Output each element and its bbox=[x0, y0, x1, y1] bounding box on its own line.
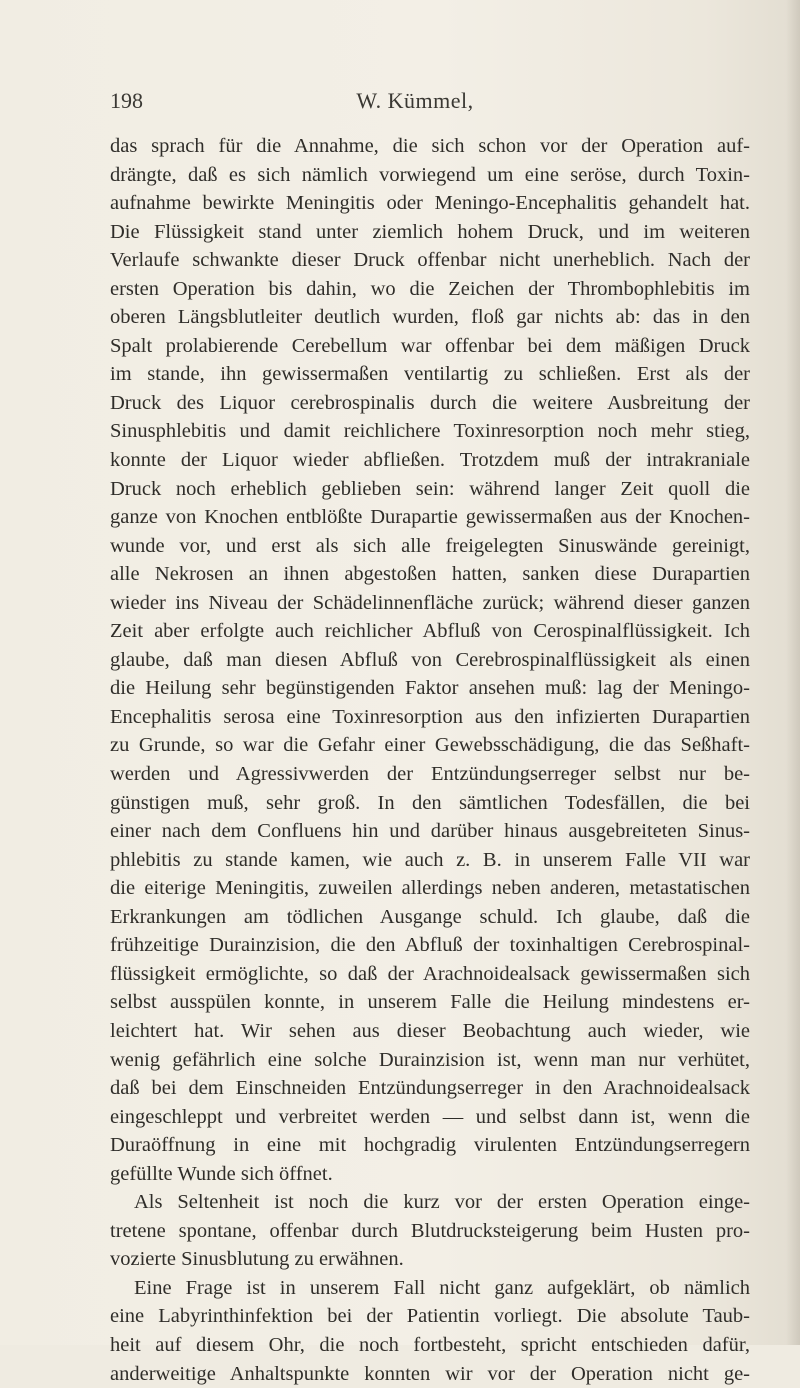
text-line: heit auf diesem Ohr, die noch fortbesteht, spricht entschieden dafür, bbox=[110, 1333, 750, 1356]
text-line: einer nach dem Confluens hin und darüber hinaus ausgebreiteten Sinus- bbox=[110, 820, 750, 843]
text-line: Erkrankungen am tödlichen Ausgange schuld. Ich glaube, daß die bbox=[110, 905, 750, 928]
text-line: Encephalitis serosa eine Toxinresorption aus den infizierten Durapartien bbox=[110, 705, 750, 728]
text-line: das sprach für die Annahme, die sich schon vor der Operation auf- bbox=[110, 135, 750, 157]
text-line: Druck des Liquor cerebrospinalis durch die weitere Ausbreitung der bbox=[110, 391, 750, 414]
text-line: konnte der Liquor wieder abfließen. Trotzdem muß der intrakraniale bbox=[110, 449, 750, 472]
text-line: glaube, daß man diesen Abfluß von Cerebrospinalflüssigkeit als einen bbox=[110, 648, 750, 671]
text-line: Verlaufe schwankte dieser Druck offenbar nicht unerheblich. Nach der bbox=[110, 249, 750, 272]
text-line: Duraöffnung in eine mit hochgradig virulenten Entzündungserregern bbox=[110, 1134, 750, 1157]
body-text bbox=[110, 132, 750, 1388]
text-line: drängte, daß es sich nämlich vorwiegend um eine seröse, durch Toxin- bbox=[110, 163, 750, 186]
text-line: alle Nekrosen an ihnen abgestoßen hatten, sanken diese Durapartien bbox=[110, 563, 750, 586]
text-line: Die Flüssigkeit stand unter ziemlich hohem Druck, und im weiteren bbox=[110, 220, 750, 243]
page-edge-shadow bbox=[786, 0, 800, 1345]
text-line: eingeschleppt und verbreitet werden — und selbst dann ist, wenn die bbox=[110, 1105, 750, 1128]
text-line: flüssigkeit ermöglichte, so daß der Arachnoidealsack gewissermaßen sich bbox=[110, 962, 750, 985]
text-line: im stande, ihn gewissermaßen ventilartig zu schließen. Erst als der bbox=[110, 363, 750, 386]
text-line: anderweitige Anhaltspunkte konnten wir vor der Operation nicht ge- bbox=[110, 1362, 750, 1385]
text-line: leichtert hat. Wir sehen aus dieser Beobachtung auch wieder, wie bbox=[110, 1019, 750, 1042]
page-number: 198 bbox=[110, 88, 143, 113]
text-line: günstigen muß, sehr groß. In den sämtlichen Todesfällen, die bei bbox=[110, 791, 750, 814]
running-head-author: W. Kümmel, bbox=[356, 88, 474, 113]
page-header bbox=[110, 86, 720, 116]
text-line: ersten Operation bis dahin, wo die Zeichen der Thrombophlebitis im bbox=[110, 277, 750, 300]
text-line: selbst ausspülen konnte, in unserem Falle die Heilung mindestens er- bbox=[110, 991, 750, 1014]
text-line: Eine Frage ist in unserem Fall nicht ganz aufgeklärt, ob nämlich bbox=[134, 1276, 750, 1299]
text-line: oberen Längsblutleiter deutlich wurden, floß gar nichts ab: das in den bbox=[110, 306, 750, 329]
text-line: wieder ins Niveau der Schädelinnenfläche zurück; während dieser ganzen bbox=[110, 591, 750, 614]
text-line: Als Seltenheit ist noch die kurz vor der ersten Operation einge- bbox=[134, 1191, 750, 1214]
text-line: ganze von Knochen entblößte Durapartie gewissermaßen aus der Knochen- bbox=[110, 506, 750, 529]
text-line: vozierte Sinusblutung zu erwähnen. bbox=[110, 1248, 404, 1271]
text-line: eine Labyrinthinfektion bei der Patientin vorliegt. Die absolute Taub- bbox=[110, 1305, 750, 1328]
text-line: die Heilung sehr begünstigenden Faktor ansehen muß: lag der Meningo- bbox=[110, 677, 750, 700]
text-line: Sinusphlebitis und damit reichlichere Toxinresorption noch mehr stieg, bbox=[110, 420, 750, 443]
text-line: die eiterige Meningitis, zuweilen allerdings neben anderen, metastatischen bbox=[110, 877, 750, 900]
text-line: Spalt prolabierende Cerebellum war offenbar bei dem mäßigen Druck bbox=[110, 334, 750, 357]
text-line: phlebitis zu stande kamen, wie auch z. B. in unserem Falle VII war bbox=[110, 848, 750, 871]
text-line: Druck noch erheblich geblieben sein: während langer Zeit quoll die bbox=[110, 477, 750, 500]
text-line: wenig gefährlich eine solche Durainzision ist, wenn man nur verhütet, bbox=[110, 1048, 750, 1071]
text-line: daß bei dem Einschneiden Entzündungserreger in den Arachnoidealsack bbox=[110, 1077, 750, 1100]
text-line: tretene spontane, offenbar durch Blutdrucksteigerung beim Husten pro- bbox=[110, 1219, 750, 1242]
text-line: werden und Agressivwerden der Entzündungserreger selbst nur be- bbox=[110, 763, 750, 786]
text-line: frühzeitige Durainzision, die den Abfluß der toxinhaltigen Cerebrospinal- bbox=[110, 934, 750, 957]
text-line: zu Grunde, so war die Gefahr einer Gewebsschädigung, die das Seßhaft- bbox=[110, 734, 750, 757]
text-line: gefüllte Wunde sich öffnet. bbox=[110, 1162, 333, 1185]
text-line: wunde vor, und erst als sich alle freigelegten Sinuswände gereinigt, bbox=[110, 534, 750, 557]
text-line: Zeit aber erfolgte auch reichlicher Abfluß von Cerospinalflüssigkeit. Ich bbox=[110, 620, 750, 643]
text-line: aufnahme bewirkte Meningitis oder Meningo-Encephalitis gehandelt hat. bbox=[110, 192, 750, 215]
